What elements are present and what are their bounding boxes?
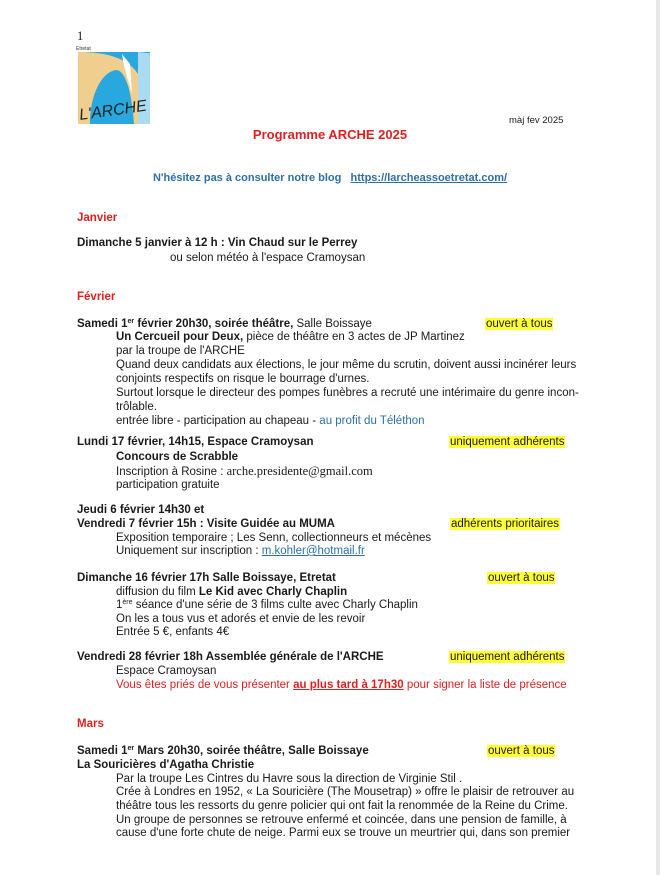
film-title: Le Kid avec Charly Chaplin [198,586,348,598]
blog-text: N'hésitez pas à consulter notre blog [152,172,342,184]
event-detail: cause d'une forte chute de neige. Parmi eux se trouve un meurtrier qui, dans son premier [116,827,571,839]
month-heading-mars: Mars [77,718,104,730]
event-title [77,317,372,331]
event-detail: On les a tous vus et adorés et envie de les revoir [116,613,366,625]
event-detail: Espace Cramoysan [116,665,217,677]
email-text: arche.presidente@gmail.com [226,464,373,478]
session-info: séance d'une série de 3 films culte avec Charly Chaplin [132,599,418,611]
status-badge: ouvert à tous [488,572,555,584]
entry-info: entrée libre - participation au chapeau - [116,415,320,427]
status-badge: uniquement adhérents [450,436,565,448]
blog-link[interactable]: https://larcheassoetretat.com/ [350,172,508,184]
registration-label: Uniquement sur inscription : [116,545,262,557]
event-detail: par la troupe de l'ARCHE [116,345,245,357]
event-title: Vendredi 28 février 18h Assemblée générale de l'ARCHE [77,651,384,663]
event-title: Dimanche 16 février 17h Salle Boissaye, Etretat [77,572,336,584]
email-link[interactable]: m.kohler@hotmail.fr [261,545,365,557]
status-badge: ouvert à tous [488,745,555,757]
film-label: diffusion du film [116,586,199,598]
page-number: 1 [77,29,84,43]
event-detail: Crée à Londres en 1952, « La Souricière (The Mousetrap) » offre le plaisir de retrouver au [116,786,575,798]
play-title: Un Cercueil pour Deux, [116,331,244,343]
event-detail: Par la troupe Les Cintres du Havre sous la direction de Virginie Stil . [116,773,463,785]
event-detail [116,544,365,558]
notice-deadline: au plus tard à 17h30 [293,679,404,691]
event-detail [116,585,347,599]
event-detail: théâtre tous les ressorts du genre policier qui ont fait la renommée de la Reine du Crime. [116,800,568,812]
event-title: Lundi 17 février, 14h15, Espace Cramoysan [77,436,314,448]
event-title: Jeudi 6 février 14h30 et [77,504,205,516]
logo-top-text: Etretat [76,46,91,52]
notice-text: pour signer la liste de présence [403,679,567,691]
notice-text: Vous êtes priés de vous présenter [116,679,294,691]
telethon-note: au profit du Téléthon [319,415,425,427]
ordinal: 1 [116,599,123,611]
logo [76,44,156,126]
event-title [77,744,369,758]
event-detail [116,330,465,344]
update-date: màj fev 2025 [509,115,564,126]
blog-line [0,171,660,185]
event-detail [116,598,418,612]
event-title-part: Samedi 1 [77,745,128,757]
event-detail: Quand deux candidats aux élections, le jour même du scrutin, doivent aussi incinérer leurs [116,359,577,371]
logo-text: L'ARCHE [78,97,148,124]
superscript: er [127,318,135,325]
status-badge: ouvert à tous [486,318,553,330]
event-title-part: Samedi 1 [77,318,128,330]
superscript: ère [122,599,133,606]
event-detail: Un groupe de personnes se retrouve enfermé et coincée, dans une pension de famille, à [116,814,567,826]
superscript: er [127,745,135,752]
event-detail: Entrée 5 €, enfants 4€ [116,626,230,638]
month-heading-fevrier: Février [77,291,116,303]
event-detail [116,464,373,479]
event-venue: Salle Boissaye [293,318,372,330]
page-title: Programme ARCHE 2025 [252,127,408,142]
event-detail [116,678,567,692]
event-subtitle: La Souricières d'Agatha Christie [77,759,255,771]
event-title-part: Mars 20h30, soirée théâtre, Salle Boissaye [134,745,369,757]
registration-label: Inscription à Rosine : [116,466,227,478]
play-desc: pièce de théâtre en 3 actes de JP Martinez [243,331,465,343]
event-title-part: février 20h30, soirée théâtre, [134,318,294,330]
event-detail: Surtout lorsque le directeur des pompes funèbres a recruté une intérimaire du genre incon- [116,387,579,399]
event-detail: conjoints respectifs on risque le bourrage d'urnes. [116,373,370,385]
event-detail [116,414,425,428]
event-title: Dimanche 5 janvier à 12 h : Vin Chaud sur le Perrey [77,237,358,249]
event-detail: Exposition temporaire ; Les Senn, collectionneurs et mécènes [116,532,432,544]
month-heading-janvier: Janvier [77,212,118,224]
status-badge: uniquement adhérents [450,651,565,663]
event-detail: participation gratuite [116,479,220,491]
event-detail: ou selon météo à l'espace Cramoysan [170,252,366,264]
event-title: Vendredi 7 février 15h : Visite Guidée au MUMA [77,518,335,530]
event-detail: Concours de Scrabble [116,451,239,463]
status-badge: adhérents prioritaires [451,518,560,530]
event-detail: trôlable. [116,401,157,413]
